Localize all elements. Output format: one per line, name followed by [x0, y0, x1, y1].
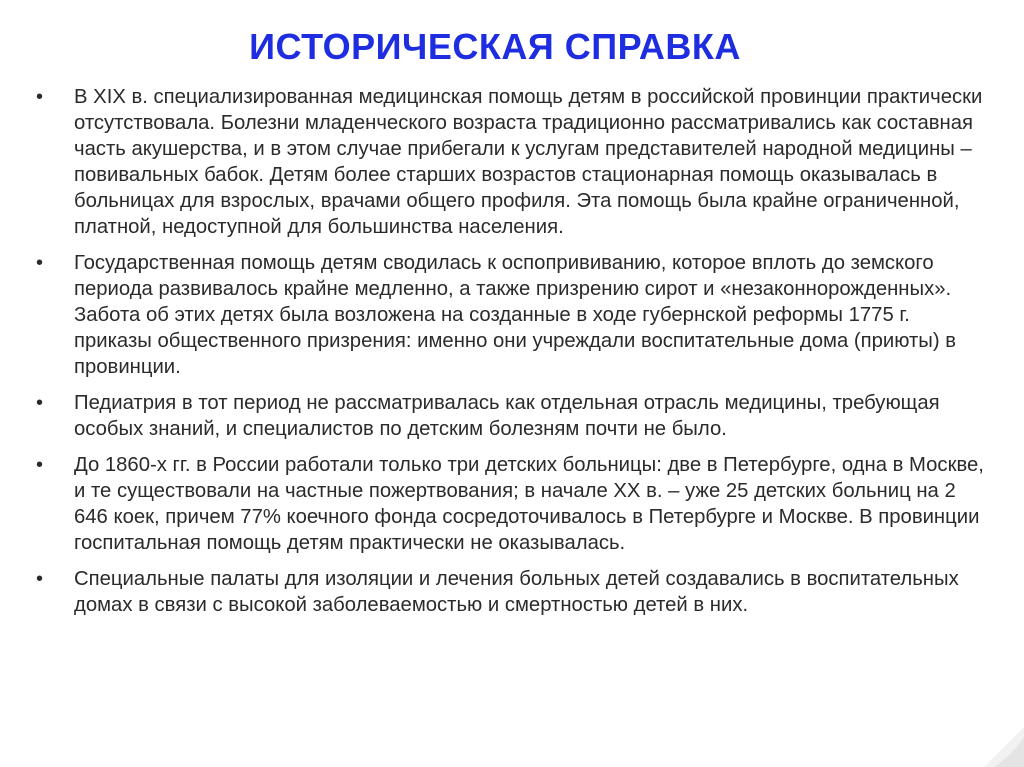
- bullet-text: Государственная помощь детям сводилась к оспопрививанию, которое вплоть до земского периода развивалось крайне медленно, а также призрению сирот и «незаконнорожденных». Забота об этих детях была возложена на созданные в ходе губернской реформы 1775 г. приказы общественного призрения: именно они учреждали воспитательные дома (приюты) в провинции.: [74, 252, 957, 378]
- bullet-marker: •: [36, 568, 44, 590]
- slide-title: ИСТОРИЧЕСКАЯ СПРАВКА: [249, 26, 741, 67]
- bullet-text: Специальные палаты для изоляции и лечения больных детей создавались в воспитательных домах в связи с высокой заболеваемостью и смертностью детей в них.: [74, 568, 959, 616]
- bullet-marker: •: [36, 454, 44, 476]
- bullet-text: В XIX в. специализированная медицинская помощь детям в российской провинции практически отсутствовала. Болезни младенческого возраста традиционно рассматривались как составная часть акушерства, и в этом случае прибегали к услугам представителей народной медицины – повивальных бабок. Детям более старших возрастов стационарная помощь оказывалась в больницах для взрослых, врачами общего профиля. Эта помощь была крайне ограниченной, платной, недоступной для большинства населения.: [74, 86, 983, 238]
- bullet-text: До 1860-х гг. в России работали только три детских больницы: две в Петербурге, одна в Москве, и те существовали на частные пожертвования; в начале XX в. – уже 25 детских больниц на 2 646 коек, причем 77% коечного фонда сосредоточивалось в Петербурге и Москве. В провинции госпитальная помощь детям практически не оказывалась.: [74, 454, 984, 554]
- bullet-marker: •: [36, 86, 44, 108]
- bullet-marker: •: [36, 392, 44, 414]
- bullet-list: [36, 84, 984, 628]
- bullet-item: [36, 250, 984, 380]
- bullet-marker: •: [36, 252, 44, 274]
- bullet-item: [36, 390, 984, 442]
- bullet-item: [36, 566, 984, 618]
- bullet-item: [36, 452, 984, 556]
- bullet-item: [36, 84, 984, 240]
- bullet-text: Педиатрия в тот период не рассматривалась как отдельная отрасль медицины, требующая особых знаний, и специалистов по детским болезням почти не было.: [74, 392, 940, 440]
- page-curl-icon: [984, 727, 1024, 767]
